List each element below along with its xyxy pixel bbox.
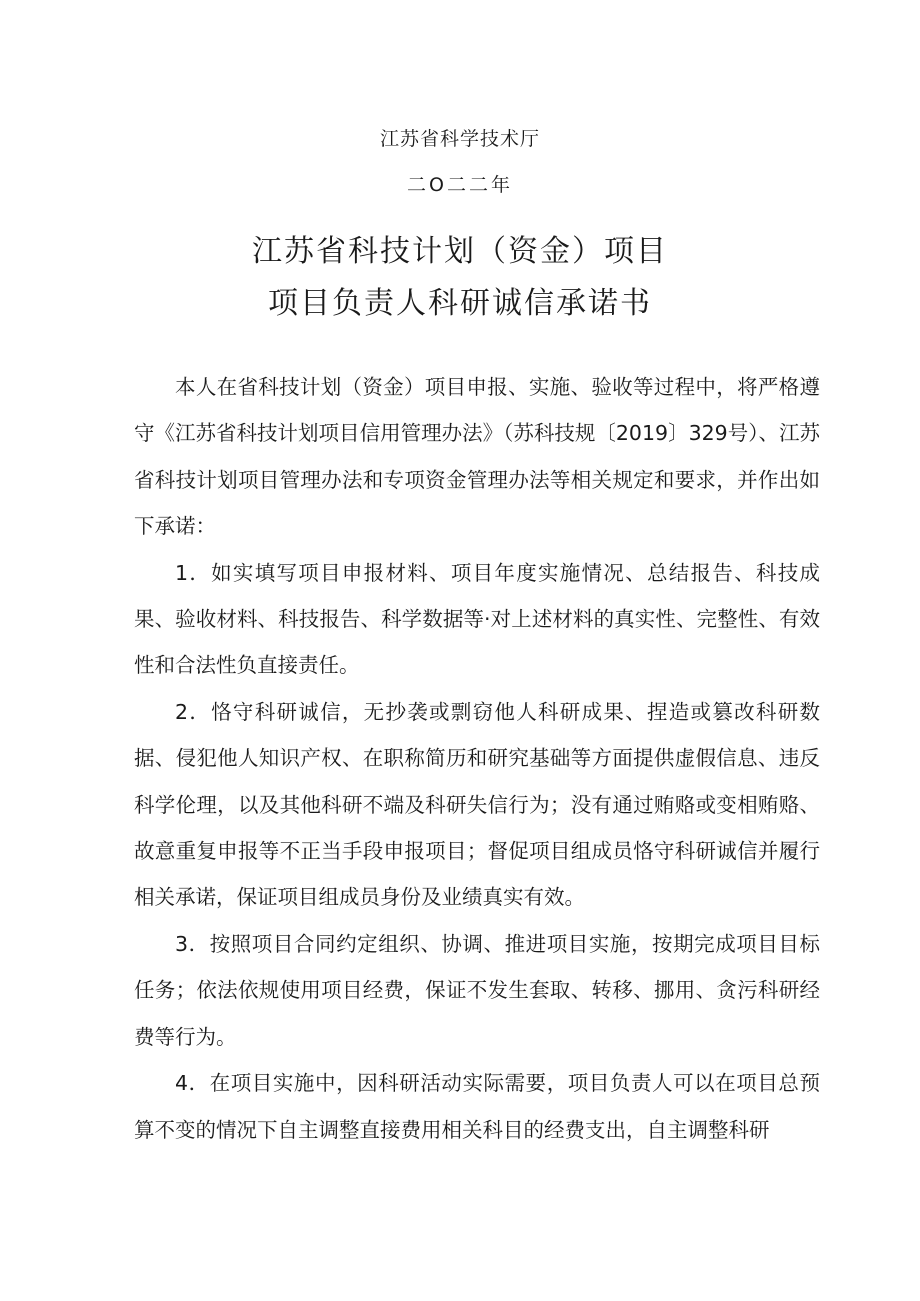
intro-paragraph: 本人在省科技计划（资金）项目申报、实施、验收等过程中，将严格遵守《江苏省科技计划项目信用管理办法》（苏科技规〔2019〕329号）、江苏省科技计划项目管理办法和专项资金管理办法等相关规定和要求，并作出如下承诺： [134, 375, 820, 539]
commitment-item-2: 2．恪守科研诚信，无抄袭或剽窃他人科研成果、捏造或篡改科研数据、侵犯他人知识产权、在职称简历和研究基础等方面提供虚假信息、违反科学伦理，以及其他科研不端及科研失信行为；没有通过贿赂或变相贿赂、故意重复申报等不正当手段申报项目；督促项目组成员恪守科研诚信并履行相关承诺，保证项目组成员身份及业绩真实有效。 [134, 699, 820, 910]
commitment-item-3: 3．按照项目合同约定组织、协调、推进项目实施，按期完成项目目标任务；依法依规使用项目经费，保证不发生套取、转移、挪用、贪污科研经费等行为。 [134, 931, 820, 1049]
document-title-line-2: 项目负责人科研诚信承诺书 [268, 286, 652, 321]
department-name: 江苏省科学技术厅 [379, 128, 540, 150]
commitment-item-1: 1．如实填写项目申报材料、项目年度实施情况、总结报告、科技成果、验收材料、科技报告、科学数据等·对上述材料的真实性、完整性、有效性和合法性负直接责任。 [134, 560, 820, 678]
document-year: 二O二二年 [407, 174, 513, 196]
document-title-line-1: 江苏省科技计划（资金）项目 [252, 234, 668, 269]
commitment-item-4: 4．在项目实施中，因科研活动实际需要，项目负责人可以在项目总预算不变的情况下自主调整直接费用相关科目的经费支出，自主调整科研 [134, 1071, 820, 1142]
commitment-body [134, 364, 820, 1153]
